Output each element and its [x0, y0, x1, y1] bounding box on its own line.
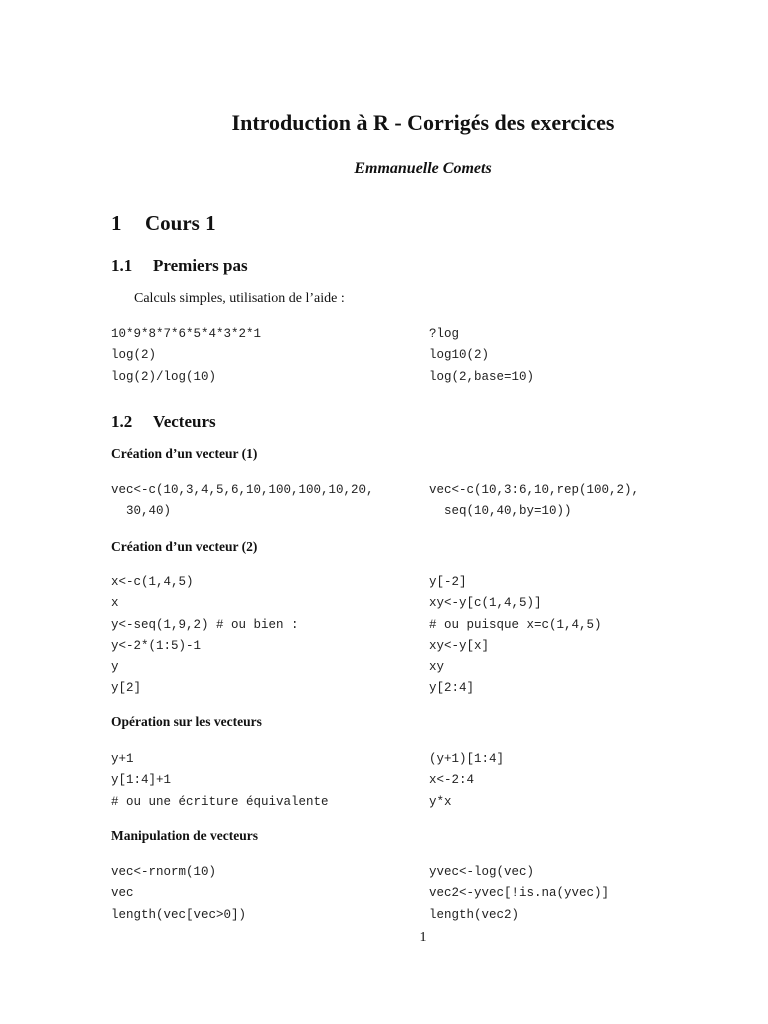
code-line: vec<-rnorm(10): [111, 865, 217, 879]
code-line: seq(10,40,by=10)): [429, 504, 572, 519]
code-line: log10(2): [429, 348, 490, 363]
code-line: log(2,base=10): [429, 369, 535, 384]
code-line: vec<-c(10,3,4,5,6,10,100,100,10,20,: [111, 483, 374, 497]
subsection-heading-vecteurs: [111, 412, 216, 432]
code-line: y: [111, 660, 119, 675]
code-line: y+1: [111, 752, 134, 766]
code-block-left: [111, 749, 329, 813]
document-author: Emmanuelle Comets: [354, 160, 492, 177]
code-block-left: [111, 572, 299, 700]
code-line: y[-2]: [429, 575, 467, 589]
code-line: length(vec[vec>0]): [111, 907, 247, 922]
code-line: y[1:4]+1: [111, 773, 172, 788]
code-line: x<-2:4: [429, 773, 475, 788]
page-number: 1: [419, 930, 427, 945]
code-line: y*x: [429, 794, 452, 809]
code-line: vec2<-yvec[!is.na(yvec)]: [429, 886, 610, 901]
block-heading-operation: Opération sur les vecteurs: [111, 714, 262, 729]
code-block-left: [111, 480, 374, 523]
code-line: 10*9*8*7*6*5*4*3*2*1: [111, 327, 262, 341]
subsection-title: Vecteurs: [153, 412, 216, 431]
code-line: xy<-y[c(1,4,5)]: [429, 596, 542, 611]
code-line: xy<-y[x]: [429, 638, 490, 653]
code-block-right: [429, 572, 602, 700]
code-line: log(2)/log(10): [111, 369, 217, 384]
block-heading-creation-2: Création d’un vecteur (2): [111, 539, 258, 554]
code-line: # ou une écriture équivalente: [111, 794, 329, 809]
code-block-right: [429, 749, 504, 813]
code-line: log(2): [111, 348, 157, 363]
code-block-left: [111, 862, 246, 926]
code-line: x<-c(1,4,5): [111, 575, 194, 589]
document-title: Introduction à R - Corrigés des exercices: [231, 110, 615, 135]
code-block-right: [429, 324, 534, 388]
code-line: vec<-c(10,3:6,10,rep(100,2),: [429, 483, 640, 497]
section-number: 1: [111, 211, 122, 235]
subsection-heading-premiers-pas: [111, 256, 248, 276]
code-line: x: [111, 596, 119, 611]
section-heading-cours-1: [111, 211, 216, 236]
section-title: Cours 1: [145, 211, 216, 235]
code-line: y[2:4]: [429, 681, 475, 696]
code-line: xy: [429, 660, 445, 675]
code-line: length(vec2): [429, 907, 520, 922]
code-line: ?log: [429, 327, 460, 341]
subsection-number: 1.1: [111, 256, 133, 275]
code-block-right: [429, 480, 639, 523]
code-block-right: [429, 862, 609, 926]
code-line: 30,40): [111, 504, 172, 519]
code-line: y<-seq(1,9,2) # ou bien :: [111, 617, 299, 632]
code-line: # ou puisque x=c(1,4,5): [429, 617, 602, 632]
code-line: y[2]: [111, 681, 142, 696]
code-line: vec: [111, 886, 134, 901]
block-heading-creation-1: Création d’un vecteur (1): [111, 446, 258, 461]
code-line: y<-2*(1:5)-1: [111, 638, 202, 653]
subsection-number: 1.2: [111, 412, 133, 431]
code-block-left: [111, 324, 261, 388]
intro-paragraph: Calculs simples, utilisation de l’aide :: [134, 291, 345, 306]
code-line: (y+1)[1:4]: [429, 752, 505, 766]
subsection-title: Premiers pas: [153, 256, 248, 275]
code-line: yvec<-log(vec): [429, 865, 535, 879]
block-heading-manipulation: Manipulation de vecteurs: [111, 828, 258, 843]
